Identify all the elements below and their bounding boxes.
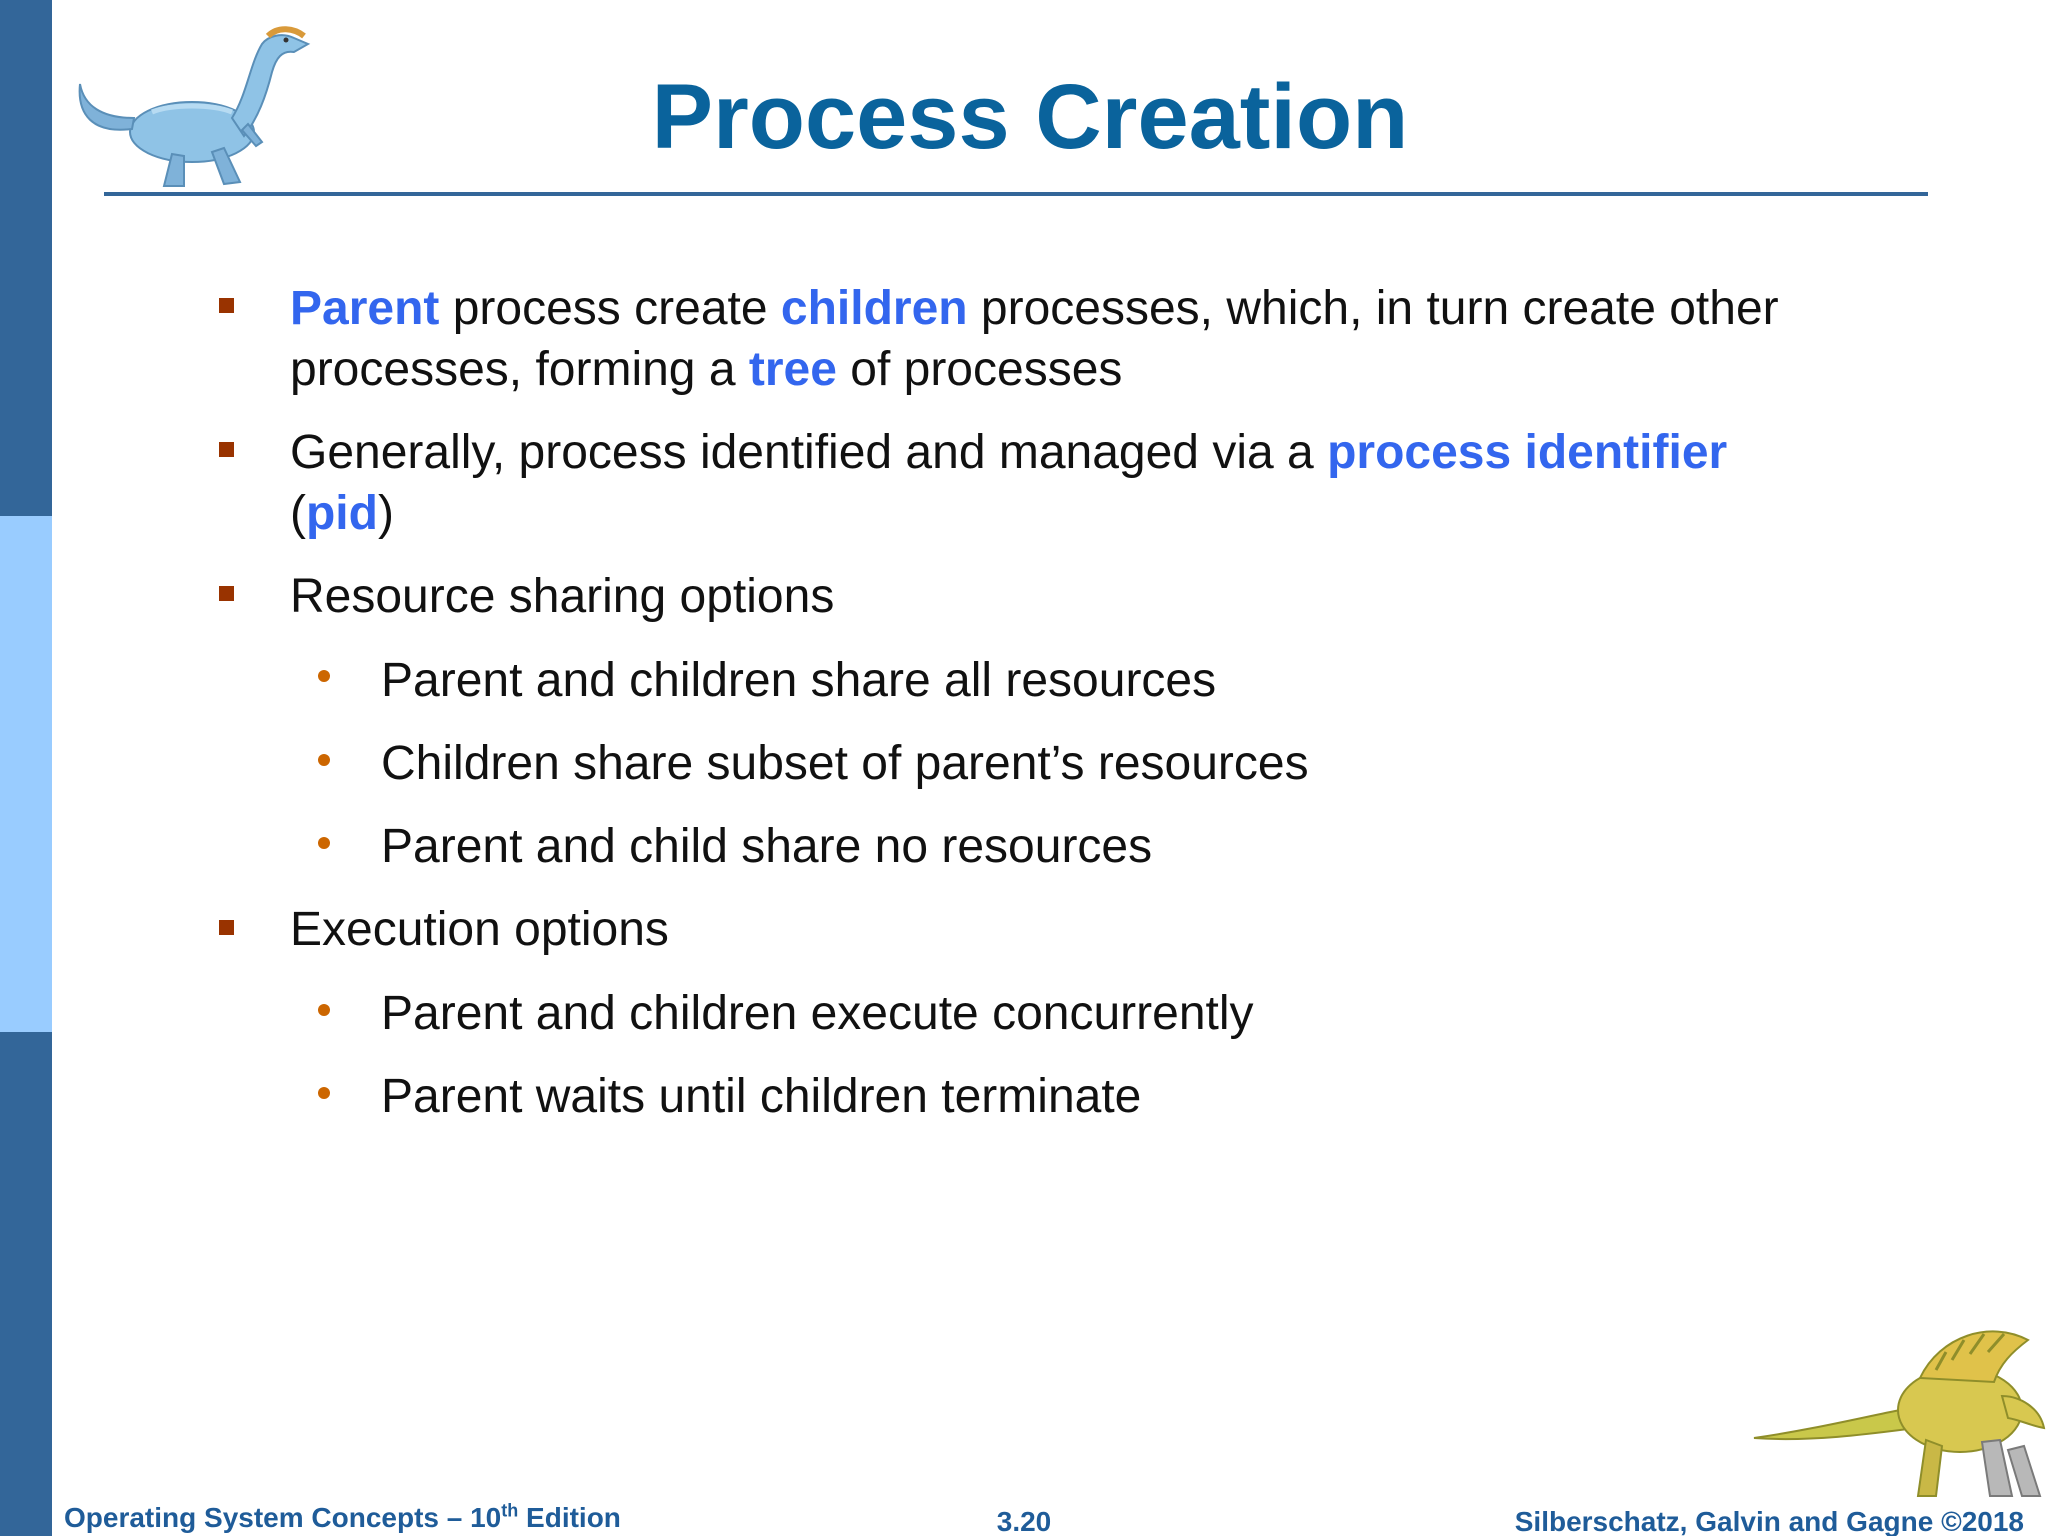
list-item-text: processes, which, in turn create other bbox=[967, 282, 1779, 335]
footer-page-number: 3.20 bbox=[996, 1506, 1052, 1536]
list-item-text: ) bbox=[377, 487, 394, 540]
square-bullet-icon bbox=[219, 920, 234, 935]
list-item bbox=[290, 278, 1910, 400]
sub-list-item: Children share subset of parent’s resources bbox=[381, 737, 1309, 790]
list-item-text: of processes bbox=[836, 343, 1123, 396]
list-item-text: Generally, process identified and managed via a bbox=[290, 426, 1328, 479]
sub-list-item: Parent and child share no resources bbox=[381, 820, 1153, 873]
highlight-term: pid bbox=[305, 487, 378, 540]
highlight-term: children bbox=[780, 282, 968, 335]
square-bullet-icon bbox=[219, 586, 234, 601]
round-bullet-icon bbox=[318, 670, 330, 682]
list-item-text: ( bbox=[290, 487, 306, 540]
list-item-text: processes, forming a bbox=[290, 343, 749, 396]
highlight-term: process identifier bbox=[1327, 426, 1728, 479]
highlight-term: tree bbox=[748, 343, 837, 396]
footer-book-title-text: Operating System Concepts – 10 bbox=[64, 1502, 502, 1533]
round-bullet-icon bbox=[318, 754, 330, 766]
list-item bbox=[290, 422, 1910, 544]
sub-list-item: Parent and children execute concurrently bbox=[381, 987, 1254, 1040]
highlight-term: Parent bbox=[290, 282, 440, 335]
sub-list-item: Parent and children share all resources bbox=[381, 654, 1217, 707]
round-bullet-icon bbox=[318, 1004, 330, 1016]
footer-book-title-suffix: Edition bbox=[518, 1502, 621, 1533]
list-item: Resource sharing options bbox=[290, 570, 835, 623]
list-item: Execution options bbox=[290, 903, 669, 956]
square-bullet-icon bbox=[219, 298, 234, 313]
page-title: Process Creation bbox=[651, 66, 1409, 168]
footer-superscript: th bbox=[501, 1500, 519, 1521]
footer-book-title bbox=[64, 1500, 621, 1536]
list-item-text: process create bbox=[439, 282, 781, 335]
square-bullet-icon bbox=[219, 442, 234, 457]
sub-list-item: Parent waits until children terminate bbox=[381, 1070, 1142, 1123]
footer-authors: Silberschatz, Galvin and Gagne ©2018 bbox=[1514, 1506, 2024, 1536]
round-bullet-icon bbox=[318, 837, 330, 849]
round-bullet-icon bbox=[318, 1087, 330, 1099]
